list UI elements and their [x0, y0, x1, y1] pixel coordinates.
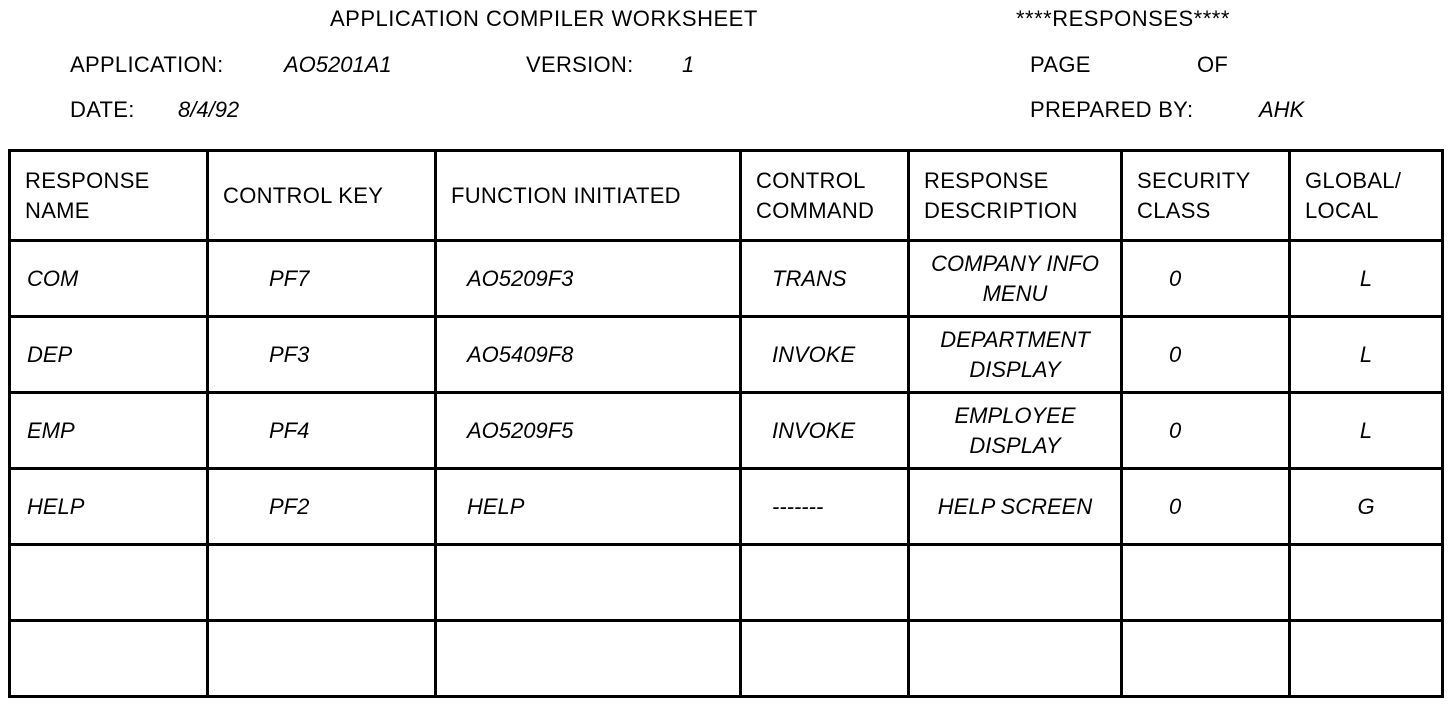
table-row [10, 241, 1443, 317]
page-label: PAGE [1030, 52, 1091, 77]
column-header: GLOBAL/ LOCAL [1290, 151, 1443, 241]
table-cell [1290, 621, 1443, 697]
date-value: 8/4/92 [178, 97, 240, 122]
table-cell: 0 [1122, 241, 1290, 317]
table-cell [10, 621, 208, 697]
table-row [10, 317, 1443, 393]
table-cell: G [1290, 469, 1443, 545]
responses-table [8, 149, 1444, 698]
table-cell: HELP [436, 469, 741, 545]
column-header: RESPONSE NAME [10, 151, 208, 241]
table-cell [208, 545, 436, 621]
column-header: FUNCTION INITIATED [436, 151, 741, 241]
table-cell [741, 545, 909, 621]
column-header: CONTROL KEY [208, 151, 436, 241]
table-row [10, 545, 1443, 621]
table-cell: INVOKE [741, 393, 909, 469]
prepared-by-value: AHK [1259, 97, 1305, 122]
worksheet-title: APPLICATION COMPILER WORKSHEET [330, 6, 758, 31]
application-label: APPLICATION: [70, 52, 224, 77]
table-cell [1122, 621, 1290, 697]
column-header: SECURITY CLASS [1122, 151, 1290, 241]
table-cell: PF7 [208, 241, 436, 317]
table-cell: TRANS [741, 241, 909, 317]
table-cell: DEPARTMENT DISPLAY [909, 317, 1122, 393]
table-cell [741, 621, 909, 697]
table-cell [436, 621, 741, 697]
table-cell: AO5209F3 [436, 241, 741, 317]
table-cell [1290, 545, 1443, 621]
of-label: OF [1197, 52, 1229, 77]
prepared-by-label: PREPARED BY: [1030, 97, 1194, 122]
table-cell: 0 [1122, 393, 1290, 469]
table-cell: DEP [10, 317, 208, 393]
table-cell [436, 545, 741, 621]
table-cell [10, 545, 208, 621]
table-row [10, 393, 1443, 469]
table-cell: AO5409F8 [436, 317, 741, 393]
column-header: RESPONSE DESCRIPTION [909, 151, 1122, 241]
table-cell: HELP SCREEN [909, 469, 1122, 545]
table-cell [1122, 545, 1290, 621]
table-cell [909, 621, 1122, 697]
table-cell: L [1290, 317, 1443, 393]
section-title: ****RESPONSES**** [1016, 6, 1230, 31]
column-header: CONTROL COMMAND [741, 151, 909, 241]
table-cell: PF4 [208, 393, 436, 469]
table-row [10, 621, 1443, 697]
table-cell: 0 [1122, 469, 1290, 545]
table-cell [208, 621, 436, 697]
table-cell: INVOKE [741, 317, 909, 393]
table-cell: EMPLOYEE DISPLAY [909, 393, 1122, 469]
table-cell: PF2 [208, 469, 436, 545]
table-header-row [10, 151, 1443, 241]
table-cell: EMP [10, 393, 208, 469]
table-cell: L [1290, 393, 1443, 469]
table-cell: PF3 [208, 317, 436, 393]
application-value: AO5201A1 [284, 52, 392, 77]
table-cell: L [1290, 241, 1443, 317]
table-cell: 0 [1122, 317, 1290, 393]
table-cell: AO5209F5 [436, 393, 741, 469]
table-cell: ------- [741, 469, 909, 545]
version-value: 1 [682, 52, 695, 77]
table-cell: COM [10, 241, 208, 317]
version-label: VERSION: [526, 52, 634, 77]
table-row [10, 469, 1443, 545]
date-label: DATE: [70, 97, 135, 122]
table-cell [909, 545, 1122, 621]
table-cell: HELP [10, 469, 208, 545]
table-cell: COMPANY INFO MENU [909, 241, 1122, 317]
